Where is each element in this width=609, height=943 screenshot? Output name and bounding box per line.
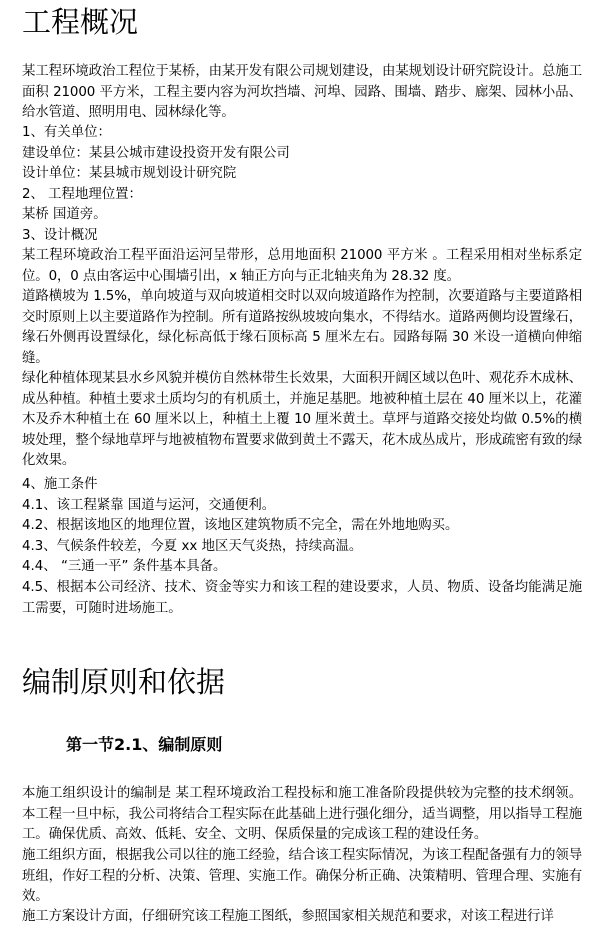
design-heading: 3、设计概况 <box>22 228 98 243</box>
principles-paragraph-2: 施工组织方面，根据我公司以往的施工经验，结合该工程实际情况，为该工程配备强有力的领导班组，作好工程的分析、决策、管理、实施工作。确保分析正确、决策精明、管理合理、实施有效。 <box>22 848 582 904</box>
condition-4-2: 4.2、根据该地区的地理位置，该地区建筑物质不完全，需在外地地购买。 <box>22 518 459 533</box>
overview-intro-paragraph: 某工程环境政治工程位于某桥，由某开发有限公司规划建设，由某规划设计研究院设计。总施工面积 21000 平方米，工程主要内容为河坎挡墙、河埠、园路、围墙、踏步、廊架、园林小品、给水管道、照明用电、园林绿化等。 <box>22 64 582 120</box>
location-text: 某桥 国道旁。 <box>22 207 107 222</box>
principles-paragraph-1: 本施工组织设计的编制是 某工程环境政治工程投标和施工准备阶段提供较为完整的技术纲领。本工程一旦中标，我公司将结合工程实际在此基础上进行强化细分，适当调整，用以指导工程施工。确保优质、高效、低耗、安全、文明、保质保量的完成该工程的建设任务。 <box>22 786 582 842</box>
condition-4-3: 4.3、气候条件较差，今夏 xx 地区天气炎热，持续高温。 <box>22 539 363 554</box>
design-paragraph-roads: 道路横坡为 1.5%，单向坡道与双向坡道相交时以双向坡道路作为控制，次要道路与主要道路相交时原则上以主要道路作为控制。所有道路按纵坡坡向集水，不得结水。道路两侧均设置缘石，缘石外侧再设置绿化，绿化标高低于缘石顶标高 5 厘米左右。园路每隔 30 米设一道横向伸缩缝。 <box>22 289 582 366</box>
condition-4-5: 4.5、根据本公司经济、技术、资金等实力和该工程的建设要求，人员、物质、设备均能满足施工需要，可随时进场施工。 <box>22 580 582 616</box>
principles-paragraph-3: 施工方案设计方面，仔细研究该工程施工图纸，参照国家相关规范和要求，对该工程进行详 <box>22 909 554 924</box>
subsection-title-principles: 第一节2.1、编制原则 <box>66 735 223 754</box>
builder-unit: 建设单位：某县公城市建设投资开发有限公司 <box>22 146 290 161</box>
condition-4-1: 4.1、该工程紧靠 国道与运河，交通便利。 <box>22 498 276 513</box>
conditions-heading: 4、施工条件 <box>22 477 98 492</box>
designer-unit: 设计单位：某县城市规划设计研究院 <box>22 166 237 181</box>
section-title-principles: 编制原则和依据 <box>22 665 226 699</box>
design-paragraph-coordinates: 某工程环境政治工程平面沿运河呈带形，总用地面积 21000 平方米 。工程采用相对坐标系定位。0，0 点由客运中心围墙引出，x 轴正方向与正北轴夹角为 28.32 度。 <box>22 248 582 284</box>
condition-4-4: 4.4、 “三通一平” 条件基本具备。 <box>22 559 227 574</box>
units-heading: 1、有关单位： <box>22 125 111 140</box>
location-heading: 2、 工程地理位置： <box>22 187 142 202</box>
design-paragraph-planting: 绿化种植体现某县水乡风貌并模仿自然林带生长效果，大面积开阔区域以色叶、观花乔木成林、成丛种植。种植土要求土质均匀的有机质土，并施足基肥。地被种植土层在 40 厘米以上，花灌木及乔木种植土在 60 厘米以上，种植土上覆 10 厘米黄土。草坪与道路交接处均做 0.5%的横坡处理，整个绿地草坪与地被植物布置要求做到黄土不露天，花木成丛成片，形成疏密有致的绿化效果。 <box>22 371 582 468</box>
section-title-overview: 工程概况 <box>22 5 139 39</box>
